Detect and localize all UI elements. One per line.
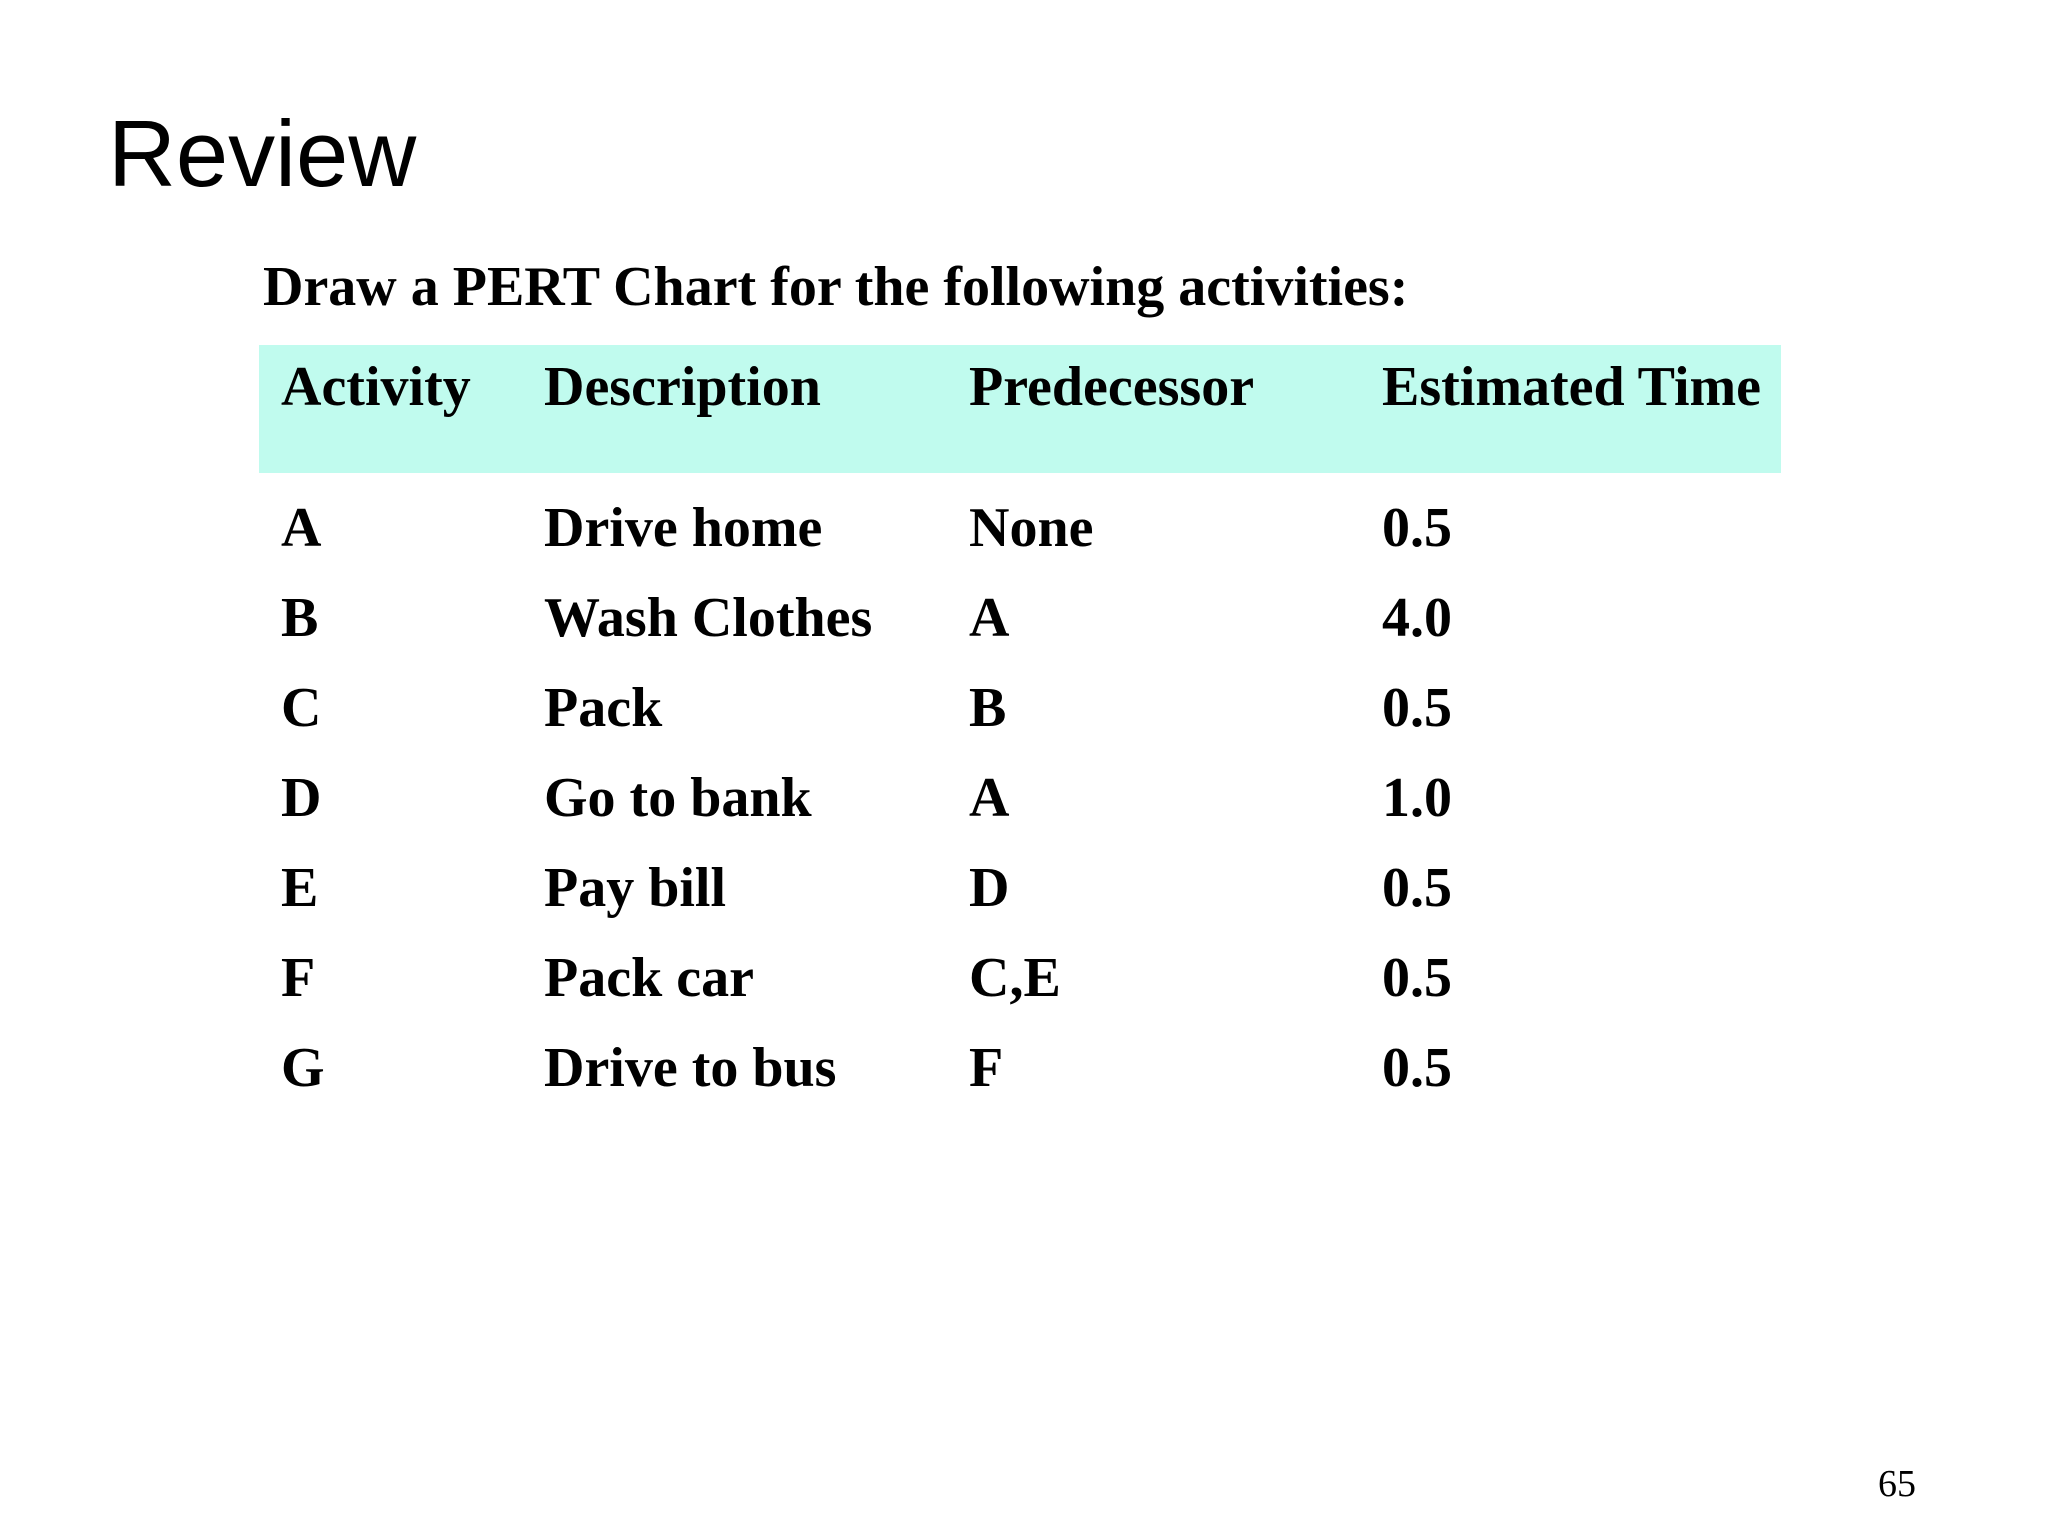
cell-time: 4.0 [1382, 587, 1452, 649]
cell-description: Wash Clothes [544, 587, 873, 649]
cell-predecessor: C,E [969, 947, 1061, 1009]
table-row [259, 473, 1781, 573]
cell-description: Go to bank [544, 767, 812, 829]
table-row [259, 1023, 1781, 1113]
cell-time: 0.5 [1382, 1037, 1452, 1099]
cell-predecessor: A [969, 587, 1010, 649]
cell-time: 1.0 [1382, 767, 1452, 829]
header-estimated-time: Estimated Time [1382, 356, 1762, 418]
cell-description: Pack car [544, 947, 754, 1009]
cell-time: 0.5 [1382, 497, 1452, 559]
cell-predecessor: A [969, 767, 1010, 829]
table-row [259, 753, 1781, 843]
cell-description: Pack [544, 677, 663, 739]
cell-time: 0.5 [1382, 947, 1452, 1009]
header-activity: Activity [281, 356, 471, 418]
cell-time: 0.5 [1382, 677, 1452, 739]
cell-activity: G [281, 1037, 325, 1099]
cell-description: Pay bill [544, 857, 727, 919]
header-description: Description [544, 356, 821, 418]
table-row [259, 843, 1781, 933]
cell-predecessor: None [969, 497, 1094, 559]
table-row [259, 933, 1781, 1023]
cell-activity: D [281, 767, 322, 829]
cell-predecessor: F [969, 1037, 1004, 1099]
slide-title: Review [108, 101, 417, 206]
cell-activity: E [281, 857, 319, 919]
table-header-row [259, 345, 1781, 473]
cell-predecessor: B [969, 677, 1007, 739]
table-row [259, 573, 1781, 663]
cell-activity: A [281, 497, 322, 559]
cell-description: Drive to bus [544, 1037, 837, 1099]
cell-activity: B [281, 587, 319, 649]
instruction-text: Draw a PERT Chart for the following activities: [263, 256, 1409, 318]
page-number: 65 [1878, 1463, 1916, 1505]
cell-time: 0.5 [1382, 857, 1452, 919]
cell-activity: C [281, 677, 322, 739]
table-row [259, 663, 1781, 753]
cell-description: Drive home [544, 497, 823, 559]
cell-predecessor: D [969, 857, 1010, 919]
activities-table [259, 345, 1781, 1113]
cell-activity: F [281, 947, 316, 1009]
header-predecessor: Predecessor [969, 356, 1255, 418]
